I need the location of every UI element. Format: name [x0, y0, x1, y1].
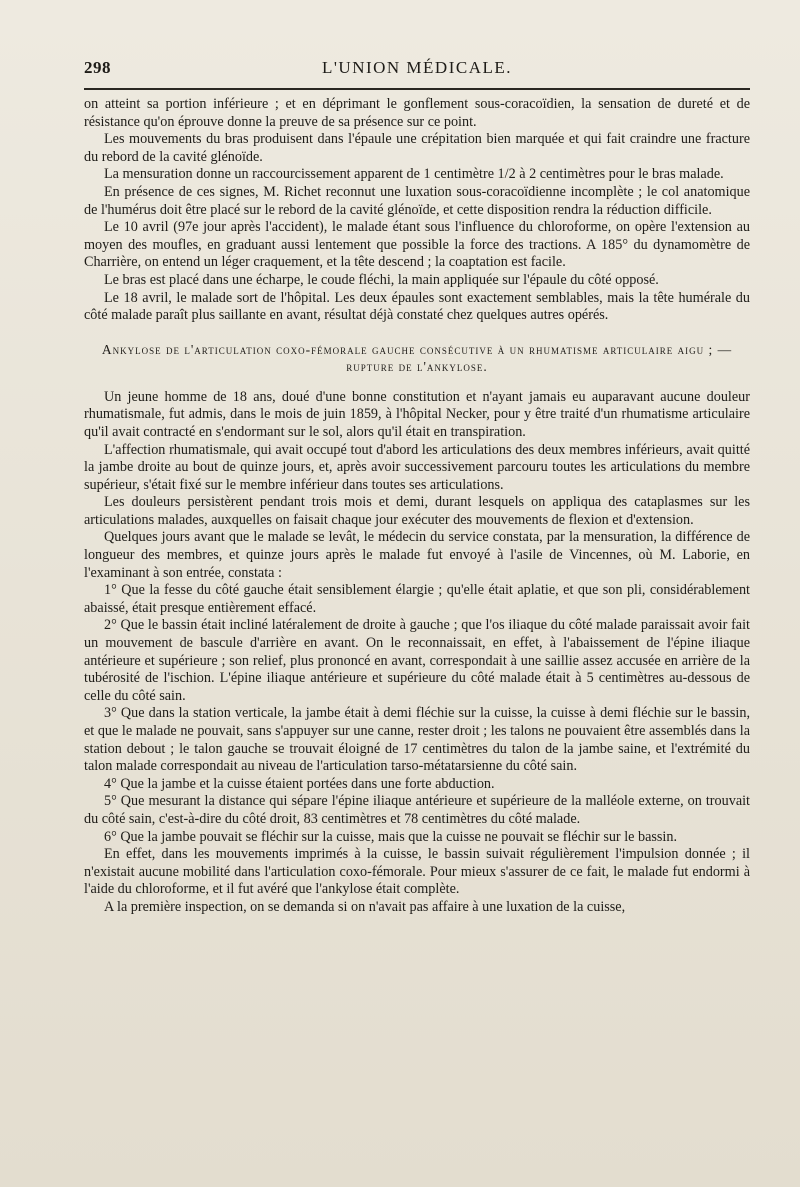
paragraph: Le 18 avril, le malade sort de l'hôpital. Les deux épaules sont exactement semblables, mais la tête humérale du côté malade paraît plus saillante en avant, résultat déjà constaté chez quelques autres opérés. — [84, 289, 750, 324]
paragraph: 3° Que dans la station verticale, la jambe était à demi fléchie sur la cuisse, la cuisse à demi fléchie sur le bassin, et que le malade ne pouvait, sans s'appuyer sur une canne, rester droit ; les talons ne pouvaient être assemblés dans la station debout ; le talon gauche se trouvait éloigné de 17 centimètres du talon de la jambe saine, et l'extrémité du talon malade correspondait au niveau de l'articulation tarso-métatarsienne du côté sain. — [84, 705, 750, 775]
paragraph: Les douleurs persistèrent pendant trois mois et demi, durant lesquels on appliqua des cataplasmes sur les articulations malades, auxquelles on faisait chaque jour exécuter des mouvements de flexion et d'extension. — [84, 494, 750, 528]
paragraph: 1° Que la fesse du côté gauche était sensiblement élargie ; qu'elle était aplatie, et que son pli, considérablement abaissé, était presque entièrement effacé. — [84, 582, 750, 616]
paragraph: 6° Que la jambe pouvait se fléchir sur la cuisse, mais que la cuisse ne pouvait se fléchir sur le bassin. — [104, 828, 678, 845]
section-title: Ankylose de l'articulation coxo-fémorale gauche consécutive à un rhumatisme articulaire aigu ; — rupture de l'ankylose. — [101, 341, 733, 374]
article-body — [84, 96, 750, 917]
paragraph: La mensuration donne un raccourcissement apparent de 1 centimètre 1/2 à 2 centimètres pour le bras malade. — [104, 166, 724, 183]
paragraph: 2° Que le bassin était incliné latéralement de droite à gauche ; que l'os iliaque du côté malade paraissait avoir fait un mouvement de bascule d'arrière en avant. On le reconnaissait, en effet, à l'abaissement de l'épine iliaque antérieure et supérieure ; son relief, plus prononcé en avant, correspondait à une saillie assez accusée en arrière de la tubérosité de l'ischion. L'épine iliaque antérieure et supérieure du côté malade était à 5 centimètres au-dessous de celle du côté sain. — [84, 617, 750, 704]
page-header — [84, 58, 750, 84]
paragraph: En effet, dans les mouvements imprimés à la cuisse, le bassin suivait régulièrement l'impulsion donnée ; il n'existait aucune mobilité dans l'articulation coxo-fémorale. Pour mieux s'assurer de ce fait, le malade fut endormi à l'aide du chloroforme, et il fut avéré que l'ankylose était complète. — [84, 846, 750, 898]
paragraph: Le bras est placé dans une écharpe, le coude fléchi, la main appliquée sur l'épaule du côté opposé. — [104, 271, 659, 288]
header-rule — [84, 88, 750, 90]
paragraph: 4° Que la jambe et la cuisse étaient portées dans une forte abduction. — [104, 775, 495, 792]
paragraph: Le 10 avril (97e jour après l'accident), le malade étant sous l'influence du chloroforme, on opère l'extension au moyen des moufles, en graduant aussi lentement que possible la force des tractions. A 185° du dynamomètre de Charrière, on entend un léger craquement, et la tête descend ; la coaptation est facile. — [84, 219, 750, 271]
page-number: 298 — [84, 58, 111, 77]
paragraph: Les mouvements du bras produisent dans l'épaule une crépitation bien marquée et qui fait craindre une fracture du rebord de la cavité glénoïde. — [84, 131, 750, 165]
paragraph: on atteint sa portion inférieure ; et en déprimant le gonflement sous-coracoïdien, la sensation de dureté et de résistance qu'on éprouve donne la preuve de sa présence sur ce point. — [84, 96, 750, 130]
running-title: L'UNION MÉDICALE. — [321, 58, 513, 77]
paragraph: 5° Que mesurant la distance qui sépare l'épine iliaque antérieure et supérieure de la malléole externe, on trouvait du côté sain, c'est-à-dire du côté droit, 83 centimètres et 78 centimètres du côté malade. — [84, 793, 750, 827]
paragraph: A la première inspection, on se demanda si on n'avait pas affaire à une luxation de la cuisse, — [104, 898, 626, 915]
paragraph: L'affection rhumatismale, qui avait occupé tout d'abord les articulations des deux membres inférieurs, avait quitté la jambe droite au bout de quinze jours, et, après avoir successivement parcouru toutes les articulations du membre supérieur, s'était fixé sur le membre inférieur dans toutes ses articulations. — [84, 441, 750, 493]
paragraph: En présence de ces signes, M. Richet reconnut une luxation sous-coracoïdienne incomplète ; le col anatomique de l'humérus doit être placé sur le rebord de la cavité glénoïde, et cette disposition rendra la réduction difficile. — [84, 183, 750, 218]
paragraph: Quelques jours avant que le malade se levât, le médecin du service constata, par la mensuration, la différence de longueur des membres, et quinze jours après le malade fut envoyé à l'asile de Vincennes, où M. Laborie, en l'examinant à son entrée, constata : — [84, 529, 750, 581]
paragraph: Un jeune homme de 18 ans, doué d'une bonne constitution et n'ayant jamais eu auparavant aucune douleur rhumatismale, fut admis, dans le mois de juin 1859, à l'hôpital Necker, pour y être traité d'un rhumatisme articulaire qu'il avait contracté en s'endormant sur le sol, alors qu'il était en transpiration. — [84, 388, 750, 440]
